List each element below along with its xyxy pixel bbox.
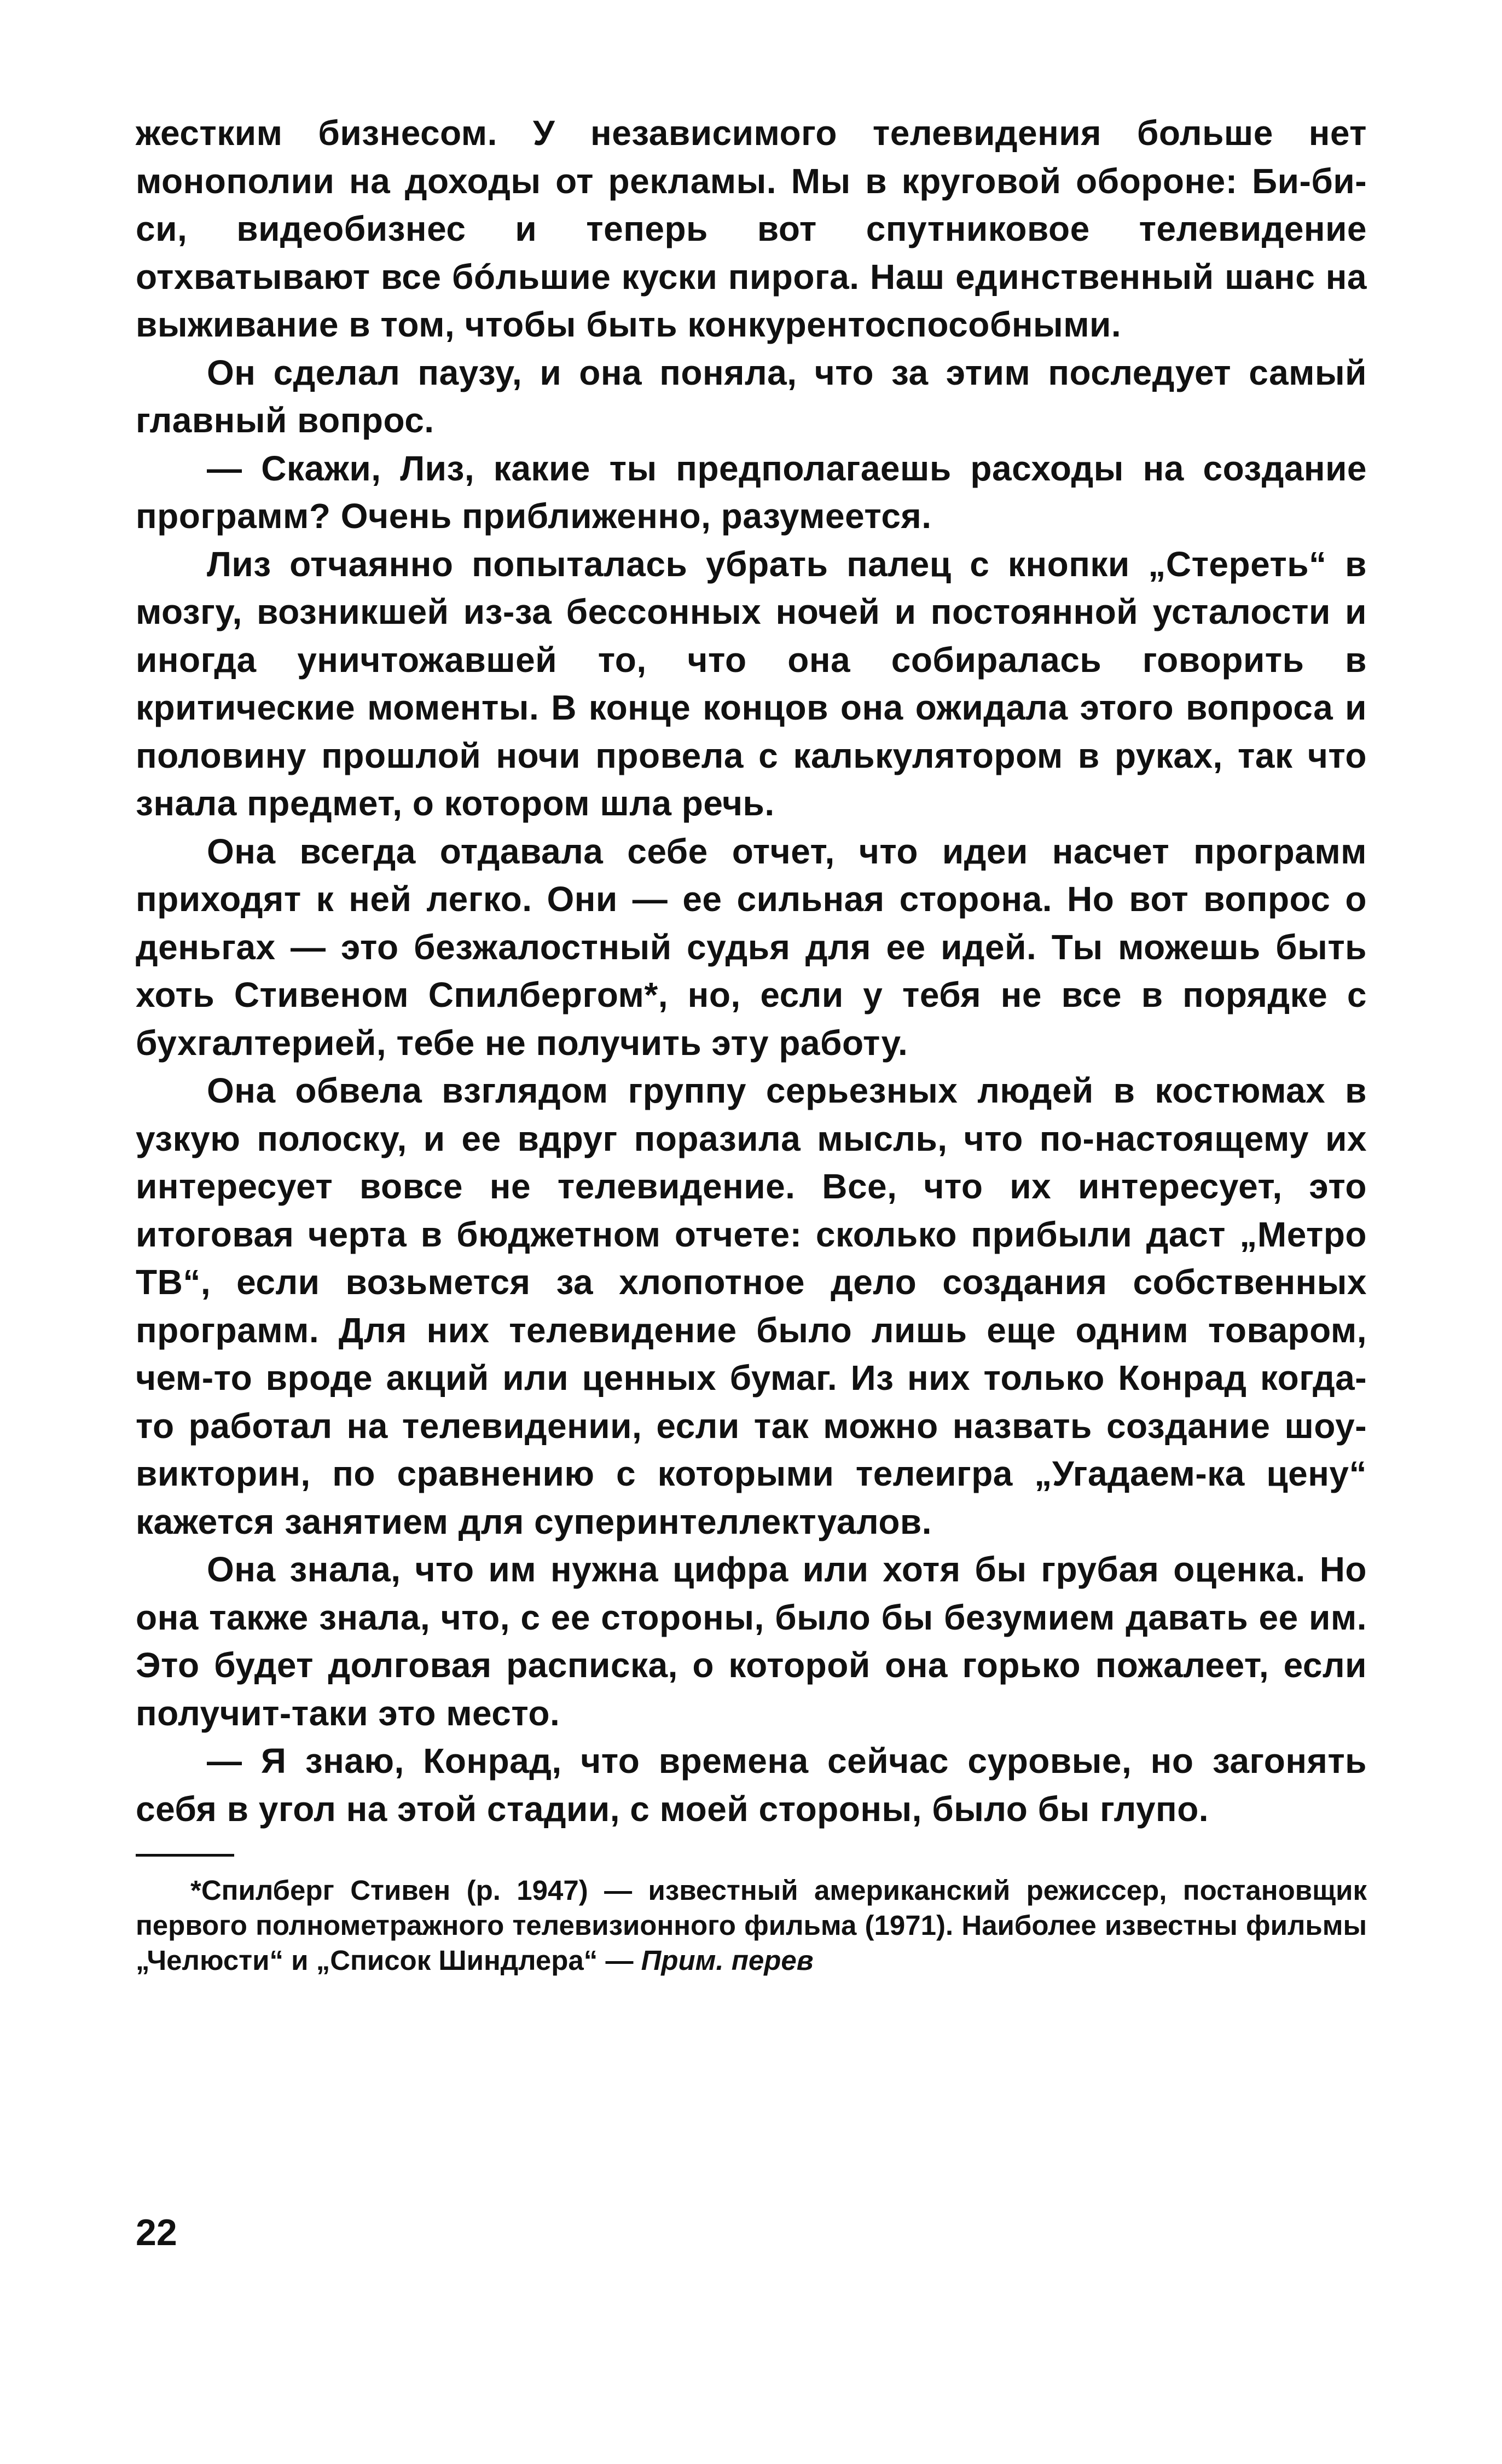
paragraph: Он сделал паузу, и она поняла, что за этим последует самый главный вопрос. bbox=[136, 352, 1367, 440]
paragraph: жестким бизнесом. У независимого телевидения больше нет монополии на доходы от рекламы. Мы в круговой обороне: Би-би-си, видеобизнес и теперь вот спутниковое телевидение отхватывают все бóльшие куски пирога. Наш единственный шанс на выживание в том, чтобы быть конкурентоспособными. bbox=[136, 113, 1367, 344]
paragraph: Она знала, что им нужна цифра или хотя бы грубая оценка. Но она также знала, что, с ее стороны, было бы безумием давать ее им. Это будет долговая расписка, о которой она горько пожалеет, если получит-таки это место. bbox=[136, 1550, 1367, 1733]
page-number: 22 bbox=[136, 2212, 177, 2253]
footnote bbox=[136, 1873, 1367, 1978]
paragraph: Она обвела взглядом группу серьезных людей в костюмах в узкую полоску, и ее вдруг поразила мысль, что по-настоящему их интересует вовсе не телевидение. Все, что их интересует, это итоговая черта в бюджетном отчете: сколько прибыли даст „Метро ТВ“, если возьмется за хлопотное дело создания собственных программ. Для них телевидение было лишь еще одним товаром, чем-то вроде акций или ценных бумаг. Из них только Конрад когда-то работал на телевидении, если так можно назвать создание шоу-викторин, по сравнению с которыми телеигра „Угадаем-ка цену“ кажется занятием для суперинтеллектуалов. bbox=[136, 1071, 1367, 1541]
paragraph: — Скажи, Лиз, какие ты предполагаешь расходы на создание программ? Очень приближенно, разумеется. bbox=[136, 448, 1367, 536]
footnote-ref: Прим. перев bbox=[641, 1945, 814, 1976]
paragraph: Лиз отчаянно попыталась убрать палец с кнопки „Стереть“ в мозгу, возникшей из-за бессонных ночей и постоянной усталости и иногда уничтожавшей то, что она собиралась говорить в критические моменты. В конце концов она ожидала этого вопроса и половину прошлой ночи провела с калькулятором в руках, так что знала предмет, о котором шла речь. bbox=[136, 544, 1367, 823]
paragraph: Она всегда отдавала себе отчет, что идеи насчет программ приходят к ней легко. Они — ее сильная сторона. Но вот вопрос о деньгах — это безжалостный судья для ее идей. Ты можешь быть хоть Стивеном Спилбергом*, но, если у тебя не все в порядке с бухгалтерией, тебе не получить эту работу. bbox=[136, 831, 1367, 1063]
footnote-divider bbox=[136, 1854, 234, 1857]
book-page bbox=[136, 109, 1367, 1978]
footnote-text: *Спилберг Стивен (р. 1947) — известный американский режиссер, постановщик первого полнометражного телевизионного фильма (1971). Наиболее известны фильмы „Челюсти“ и „Список Шиндлера“ — bbox=[136, 1875, 1367, 1976]
paragraph: — Я знаю, Конрад, что времена сейчас суровые, но загонять себя в угол на этой стадии, с моей стороны, было бы глупо. bbox=[136, 1741, 1367, 1829]
